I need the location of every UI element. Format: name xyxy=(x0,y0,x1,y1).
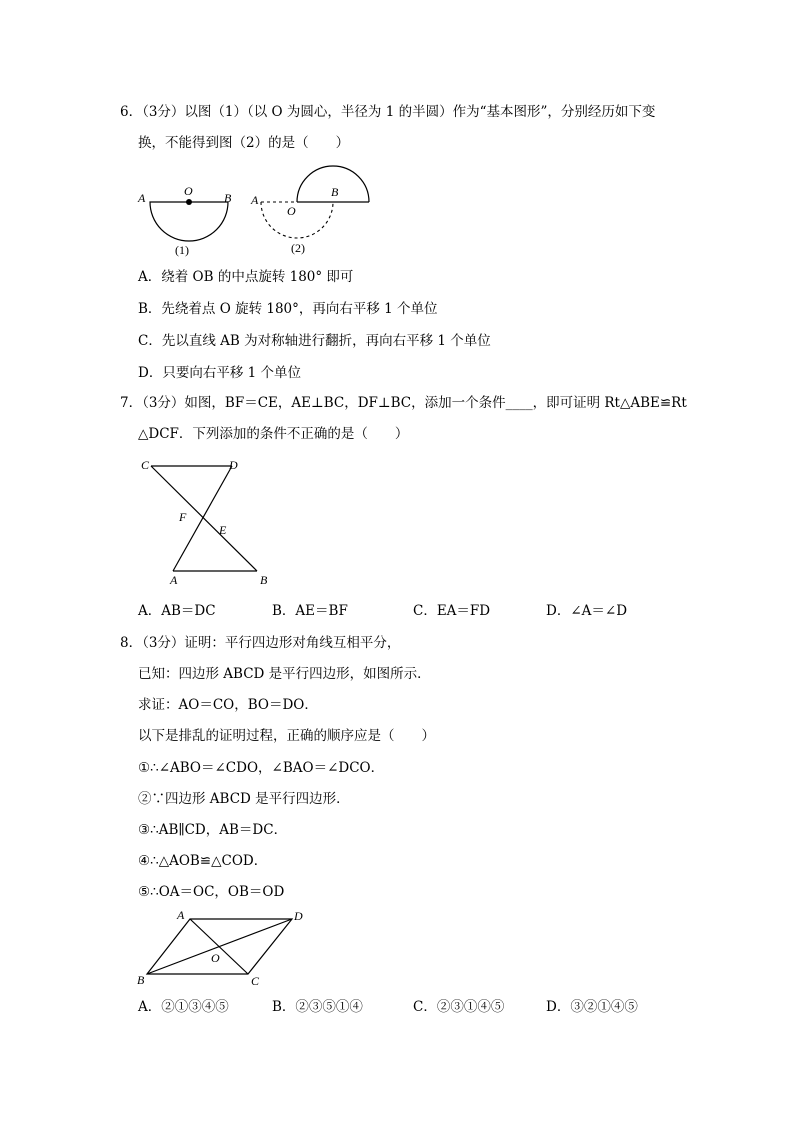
q8-option-b: B．②③⑤①④ xyxy=(272,999,363,1015)
q6-option-c: C．先以直线 AB 为对称轴进行翻折，再向右平移 1 个单位 xyxy=(138,333,491,349)
q7-label-A: A xyxy=(170,573,178,587)
q6-option-d: D．只要向右平移 1 个单位 xyxy=(138,365,301,381)
q7-label-F: F xyxy=(179,510,187,524)
q8-stem-line1: 8．（3分）证明：平行四边形对角线互相平分， xyxy=(120,635,401,651)
q7-option-a: A．AB＝DC xyxy=(138,603,216,619)
q6-option-b: B．先绕着点 O 旋转 180°，再向右平移 1 个单位 xyxy=(138,301,438,317)
q8-label-O: O xyxy=(211,951,220,965)
q6-stem-line2: 换，不能得到图（2）的是（ ） xyxy=(138,135,350,151)
q8-option-c: C．②③①④⑤ xyxy=(413,999,505,1015)
q6-option-a: A．绕着 OB 的中点旋转 180° 即可 xyxy=(138,269,354,285)
q8-step-1: ①∴∠ABO＝∠CDO，∠BAO＝∠DCO． xyxy=(138,760,385,776)
q6-fig1-label-O: O xyxy=(184,184,193,198)
q7-option-b: B．AE＝BF xyxy=(272,603,348,619)
q6-fig2-caption: (2) xyxy=(291,241,305,255)
q8-step-3: ③∴AB∥CD，AB＝DC． xyxy=(138,822,288,838)
q7-option-d: D．∠A＝∠D xyxy=(546,603,628,619)
q7-option-c: C．EA＝FD xyxy=(413,603,491,619)
q8-step-4: ④∴△AOB≌△COD． xyxy=(138,853,268,869)
q6-figure-1 xyxy=(135,180,245,260)
q7-label-E: E xyxy=(219,523,227,537)
q6-fig2-label-O: O xyxy=(287,204,296,218)
q7-label-B: B xyxy=(260,573,268,587)
q6-fig1-label-A: A xyxy=(138,191,146,205)
q8-prove: 求证：AO＝CO，BO＝DO． xyxy=(138,697,318,713)
q8-given: 已知：四边形 ABCD 是平行四边形，如图所示． xyxy=(138,666,431,682)
q8-label-B: B xyxy=(137,973,145,987)
q7-label-C: C xyxy=(141,458,150,472)
q6-stem-line1: 6．（3分）以图（1）（以 O 为圆心，半径为 1 的半圆）作为“基本图形”，分别经历如下变 xyxy=(120,104,656,120)
q6-fig1-caption: (1) xyxy=(175,243,189,257)
q7-stem-line1: 7．（3分）如图，BF＝CE，AE⊥BC，DF⊥BC，添加一个条件____，即可证明 Rt△ABE≌Rt xyxy=(120,395,687,411)
q8-label-C: C xyxy=(251,974,260,988)
q7-stem-line2: △DCF．下列添加的条件不正确的是（ ） xyxy=(138,426,409,442)
q8-label-A: A xyxy=(177,908,185,922)
q6-figure-2 xyxy=(245,160,385,260)
q7-figure xyxy=(135,453,285,593)
q8-label-D: D xyxy=(294,909,303,923)
q8-instruction: 以下是排乱的证明过程，正确的顺序应是（ ） xyxy=(138,728,435,744)
q6-fig2-label-B: B xyxy=(331,185,339,199)
q7-label-D: D xyxy=(229,458,238,472)
q6-fig2-label-A: A xyxy=(251,193,259,207)
q8-step-2: ②∵四边形 ABCD 是平行四边形． xyxy=(138,791,350,807)
q8-step-5: ⑤∴OA＝OC，OB＝OD xyxy=(138,884,285,900)
q8-option-d: D．③②①④⑤ xyxy=(546,999,638,1015)
q6-fig1-label-B: B xyxy=(224,191,232,205)
q8-parallelogram-figure xyxy=(130,904,320,994)
q8-option-a: A．②①③④⑤ xyxy=(138,999,229,1015)
